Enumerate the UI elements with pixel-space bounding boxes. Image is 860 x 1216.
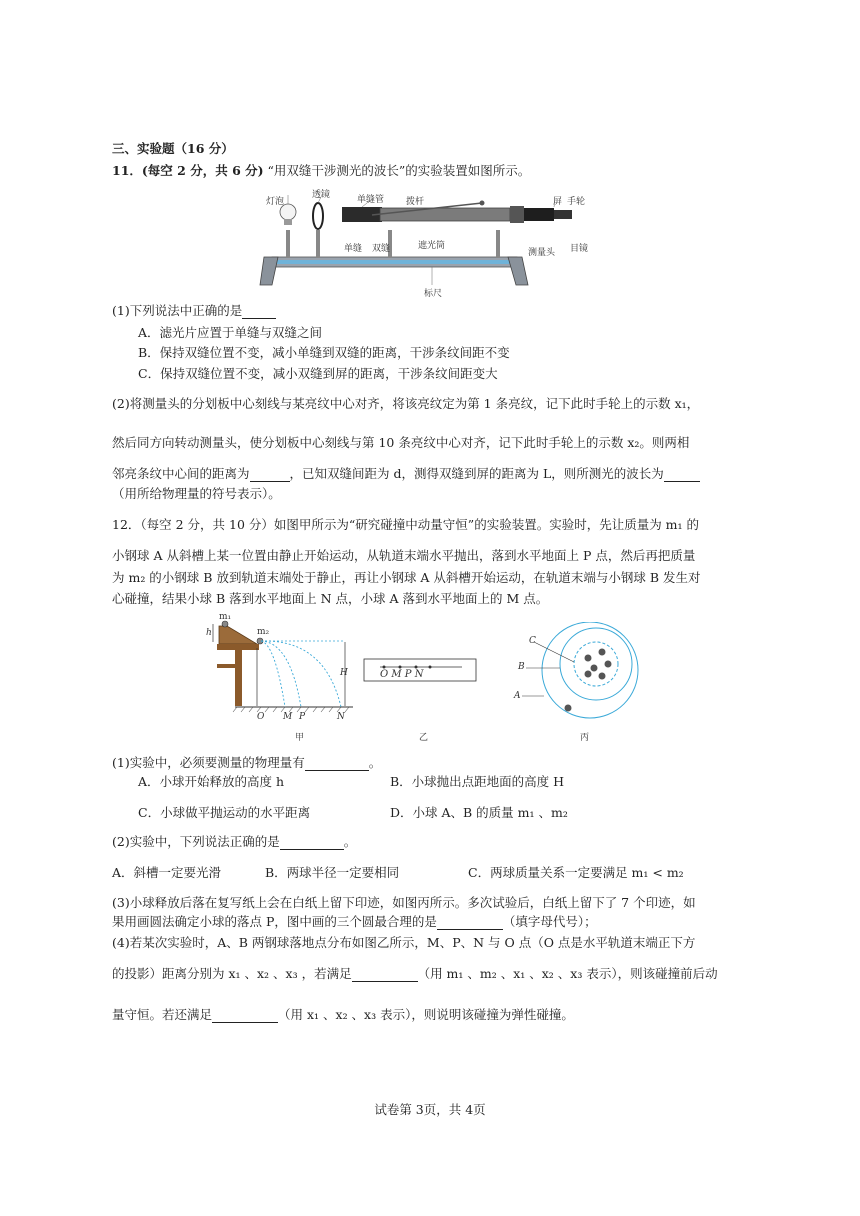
- q12-momentum-blank[interactable]: [352, 968, 418, 982]
- label-lever: 拨杆: [406, 197, 425, 207]
- q12-elastic-blank[interactable]: [212, 1009, 278, 1023]
- q12-line4: 心碰撞，结果小球 B 落到水平地面上 N 点，小球 A 落到水平地面上的 M 点。: [112, 591, 549, 606]
- q12-part1-text: (1)实验中，必须要测量的物理量有: [112, 755, 305, 770]
- q11-part1-text: (1)下列说法中正确的是: [112, 303, 243, 318]
- q12-part3-line2: [112, 914, 597, 930]
- q12-line1: 12．（每空 2 分，共 10 分）如图甲所示为“研究碰撞中动量守恒”的实验装置。实验时，先让质量为 m₁ 的: [112, 517, 700, 532]
- label-lens: 透镜: [312, 190, 331, 200]
- label-eyepiece: 目镜: [570, 244, 589, 254]
- q12-part4-line3a: 量守恒。若还满足: [112, 1007, 213, 1022]
- q12-part2: [112, 834, 356, 850]
- q12-part2-end: 。: [343, 834, 357, 849]
- q12-p1-option-c: C．小球做平抛运动的水平距离: [138, 805, 311, 820]
- caption-jia: 甲: [295, 733, 305, 743]
- q12-part4-line3: [112, 1007, 574, 1023]
- q11-part2-line1: (2)将测量头的分划板中心刻线与某亮纹中心对齐，将该亮纹定为第 1 条亮纹，记下此时手轮上的示数 x₁，: [112, 396, 700, 411]
- label-h: h: [206, 628, 212, 638]
- label-H: H: [340, 668, 348, 678]
- q12-line2: 小钢球 A 从斜槽上某一位置由静止开始运动，从轨道末端水平抛出，落到水平地面上 P 点，然后再把质量: [112, 548, 696, 563]
- label-screen: 屏: [553, 197, 563, 207]
- label-measuring-head: 测量头: [528, 248, 556, 258]
- q12-part2-blank[interactable]: [280, 836, 344, 850]
- q11-part1-blank[interactable]: [242, 305, 276, 319]
- q12-p1-option-b: B．小球抛出点距地面的高度 H: [390, 774, 565, 789]
- q12-part4-line2a: 的投影）距离分别为 x₁ 、x₂ 、x₃ ，若满足: [112, 966, 352, 981]
- q11-part2-line3b: ，已知双缝间距为 d，测得双缝到屏的距离为 L，则所测光的波长为: [289, 466, 664, 481]
- label-P-jia: P: [299, 712, 306, 722]
- q12-part2-text: (2)实验中，下列说法正确的是: [112, 834, 280, 849]
- q11-wavelength-blank[interactable]: [664, 468, 700, 482]
- label-single-slit-tube: 单缝管: [357, 195, 385, 205]
- section-title: 三、实验题（16 分）: [112, 141, 234, 156]
- q12-part3-blank[interactable]: [437, 916, 503, 930]
- q11-option-c: C．保持双缝位置不变，减小双缝到屏的距离，干涉条纹间距变大: [138, 366, 498, 381]
- label-single-slit: 单缝: [344, 244, 363, 254]
- label-rule: 标尺: [424, 289, 443, 299]
- q11-part2-line3a: 邻亮条纹中心间的距离为: [112, 466, 250, 481]
- label-m1: m₁: [219, 612, 232, 622]
- q12-part3-line1: (3)小球释放后落在复写纸上会在白纸上留下印迹，如图丙所示。多次试验后，白纸上留下了 7 个印迹，如: [112, 895, 696, 910]
- q12-p2-option-b: B．两球半径一定要相同: [265, 865, 400, 880]
- q12-part1: [112, 755, 381, 771]
- page-footer: 试卷第 3页，共 4页: [374, 1102, 486, 1117]
- label-hood: 遮光筒: [418, 241, 446, 251]
- q12-p2-option-c: C．两球质量关系一定要满足 m₁ < m₂: [468, 865, 684, 880]
- q12-line3: 为 m₂ 的小钢球 B 放到轨道末端处于静止，再让小钢球 A 从斜槽开始运动，在轨道末端与小钢球 B 发生对: [112, 570, 701, 585]
- label-m2: m₂: [257, 627, 270, 637]
- q12-p1-option-a: A．小球开始释放的高度 h: [138, 774, 285, 789]
- q12-part1-end: 。: [368, 755, 382, 770]
- label-circle-B: B: [518, 662, 525, 672]
- q12-part1-blank[interactable]: [305, 757, 369, 771]
- q12-part4-line3b: （用 x₁ 、x₂ 、x₃ 表示），则说明该碰撞为弹性碰撞。: [278, 1007, 574, 1022]
- label-bulb: 灯泡: [266, 197, 285, 207]
- q11-stem-text: “用双缝干涉测光的波长”的实验装置如图所示。: [267, 163, 531, 178]
- q12-p2-option-a: A．斜槽一定要光滑: [112, 865, 222, 880]
- caption-bing: 丙: [580, 733, 590, 743]
- label-double-slit: 双缝: [372, 244, 391, 254]
- q11-part2-line3: [112, 466, 700, 482]
- label-circle-C: C: [529, 636, 536, 646]
- q11-option-b: B．保持双缝位置不变，减小单缝到双缝的距离，干涉条纹间距不变: [138, 345, 510, 360]
- label-M-jia: M: [283, 712, 293, 722]
- label-circle-A: A: [514, 691, 521, 701]
- label-O-jia: O: [257, 712, 265, 722]
- caption-yi: 乙: [419, 733, 429, 743]
- q12-part4-line2: [112, 966, 718, 982]
- q11-part1: [112, 303, 276, 319]
- label-N-jia: N: [337, 712, 345, 722]
- q11-part2-line4: （用所给物理量的符号表示）。: [112, 486, 281, 501]
- q11-stem: [112, 163, 530, 179]
- q12-part3-line2b: （填字母代号）；: [502, 914, 597, 929]
- q11-part2-line2: 然后同方向转动测量头，使分划板中心刻线与第 10 条亮纹中心对齐，记下此时手轮上的示数 x₂。则两相: [112, 435, 690, 450]
- q12-part4-line1: (4)若某次实验时，A、B 两钢球落地点分布如图乙所示，M、P、N 与 O 点（O 点是水平轨道末端正下方: [112, 935, 696, 950]
- q12-p1-option-d: D．小球 A、B 的质量 m₁ 、m₂: [390, 805, 568, 820]
- label-omp-yi: O M P N: [380, 669, 424, 680]
- label-handwheel: 手轮: [567, 197, 586, 207]
- q12-part3-line2a: 果用画圆法确定小球的落点 P，图中画的三个圆最合理的是: [112, 914, 437, 929]
- q12-part4-line2b: （用 m₁ 、m₂ 、x₁ 、x₂ 、x₃ 表示），则该碰撞前后动: [417, 966, 718, 981]
- q11-option-a: A．滤光片应置于单缝与双缝之间: [138, 325, 323, 340]
- q11-prefix: 11．(每空 2 分，共 6 分): [112, 163, 264, 178]
- q11-fringe-spacing-blank[interactable]: [250, 468, 290, 482]
